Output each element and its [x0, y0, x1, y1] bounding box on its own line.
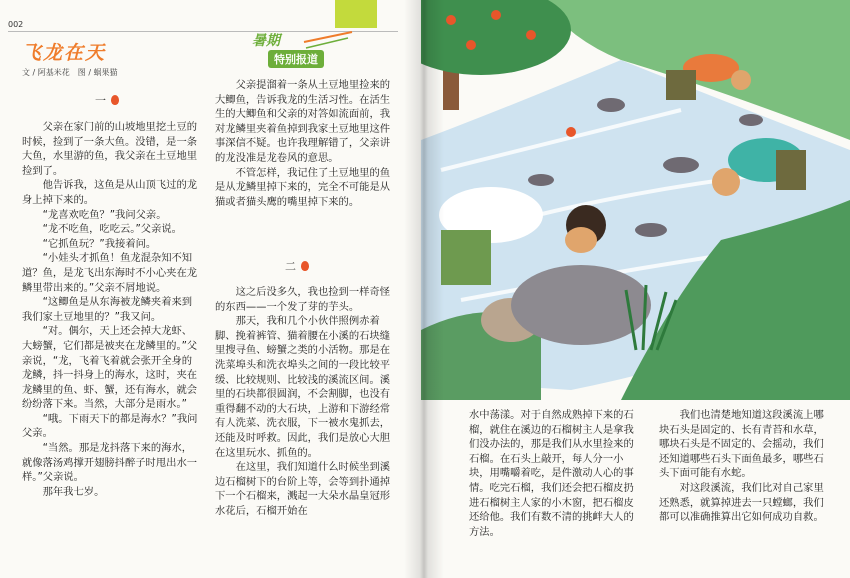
text-column-4: [659, 408, 829, 525]
paragraph: 这之后没多久，我也捡到一样奇怪的东西——一个发了芽的芋头。: [215, 286, 391, 313]
article-title: 飞龙在天: [22, 42, 107, 64]
paragraph: “小娃头才抓鱼！鱼龙混杂知不知道？鱼，是龙飞出东海时不小心夹在龙鳞里带出来的。”父亲不屑地说。: [22, 252, 198, 294]
left-page: [0, 0, 421, 578]
paragraph: 我们也清楚地知道这段溪流上哪块石头是固定的、长有青苔和水草，哪块石头是不固定的、会摇动，我们还知道哪些石头下面鱼最多，哪些石头下面可能有水蛇。: [659, 409, 824, 480]
badge-top-label: 暑期: [252, 33, 280, 49]
accent-tab: [335, 0, 377, 28]
text-column-2a: [215, 78, 393, 209]
paragraph: “龙喜欢吃鱼？”我问父亲。: [42, 208, 167, 221]
byline: 文 / 阿基米花 图 / 蜗果猫: [22, 68, 118, 77]
paragraph: 父亲在家门前的山坡地里挖土豆的时候，捡到了一条大鱼。没错，是一条大鱼，水里游的鱼，我父亲在土豆地里捡到了。: [22, 121, 198, 177]
children-playing-in-stream-illustration: [421, 0, 850, 400]
paragraph: “这鲫鱼是从东海被龙鳞夹着来到我们家土豆地里的？”我又问。: [22, 296, 193, 323]
paragraph: 不管怎样，我记住了土豆地里的鱼是从龙鳞里掉下来的，完全不可能是从猫或者猫头鹰的嘴里掉下来的。: [215, 166, 391, 208]
drop-icon: [301, 261, 309, 271]
feature-badge: [244, 30, 354, 70]
page-number: 002: [8, 20, 24, 29]
paragraph: 父亲提溜着一条从土豆地里捡来的大鲫鱼，告诉我龙的生活习性。在活生生的大鲫鱼和父亲的对答如流面前，我对龙鳞里夹着鱼掉到我家土豆地里这件事深信不疑。也许我理解错了，父亲讲的龙没准是龙卷风的意思。: [215, 79, 391, 164]
right-page: [421, 0, 850, 578]
paragraph: 对这段溪流，我们比对自己家里还熟悉，就算掉进去一只螳螂，我们都可以准确推算出它如何成功自救。: [659, 481, 824, 524]
text-column-1: [22, 120, 200, 499]
text-column-3: [469, 408, 634, 539]
section-divider-2: [285, 258, 309, 274]
paragraph: 在这里，我们知道什么时候坐到溪边石榴树下的台阶上等，会等到扑通掉下一个石榴来，溅起一大朵水晶皇冠形水花后，石榴开始在: [215, 461, 391, 517]
badge-bottom-label: 特别报道: [268, 50, 324, 68]
paragraph: 那天，我和几个小伙伴照例赤着脚、挽着裤管、猫着腰在小溪的石块缝里搜寻鱼、螃蟹之类的小活物。那是在洗菜埠头和洗衣埠头之间的一段比较平缓、比较规则、比较浅的溪流区间。溪里的石块都很圆润，不会割脚，也没有重得翻不动的大石块，上游和下游经常有人洗菜、洗衣服，下一被水鬼抓去，还能及时呼救。因此，我们是放心大胆在这里玩水、抓鱼的。: [215, 315, 391, 459]
paragraph: “龙不吃鱼，吃吃云。”父亲说。: [42, 223, 182, 236]
text-column-2b: [215, 285, 393, 519]
section-number: 二: [285, 260, 296, 273]
paragraph: “哦。下雨天下的都是海水？”我问父亲。: [22, 412, 198, 440]
section-number: 一: [95, 94, 106, 107]
paragraph: “它抓鱼玩？”我接着问。: [42, 237, 157, 250]
paragraph: 他告诉我，这鱼是从山顶飞过的龙身上掉下来的。: [22, 179, 198, 206]
paragraph: 水中荡漾。对于自然成熟掉下来的石榴，就住在溪边的石榴树主人是拿我们没办法的，那是我们从水里捡来的石榴。在石头上敲开，每人分一小块，用嘴嚼着吃，是件激动人心的事情。吃完石榴，我们还会把石榴皮扔进石榴树主人家的小木窗，把石榴皮还给他。我们有数不清的挑衅大人的方法。: [469, 409, 634, 538]
paragraph: “对。偶尔，天上还会掉大龙虾、大螃蟹，它们都是被夹在龙鳞里的。”父亲说，“龙，飞着飞着就会张开全身的龙鳞，抖一抖身上的海水，这时，夹在龙鳞里的鱼、虾、蟹，还有海水，就会纷纷落下来。当然，大部分是雨水。”: [22, 325, 198, 411]
drop-icon: [111, 95, 119, 105]
paragraph: 那年我七岁。: [42, 485, 105, 498]
section-divider-1: [95, 92, 119, 108]
paragraph: “当然。那是龙抖落下来的海水，就像落汤鸡撑开翅膀抖醉子时甩出水一样。”父亲说。: [22, 442, 198, 484]
